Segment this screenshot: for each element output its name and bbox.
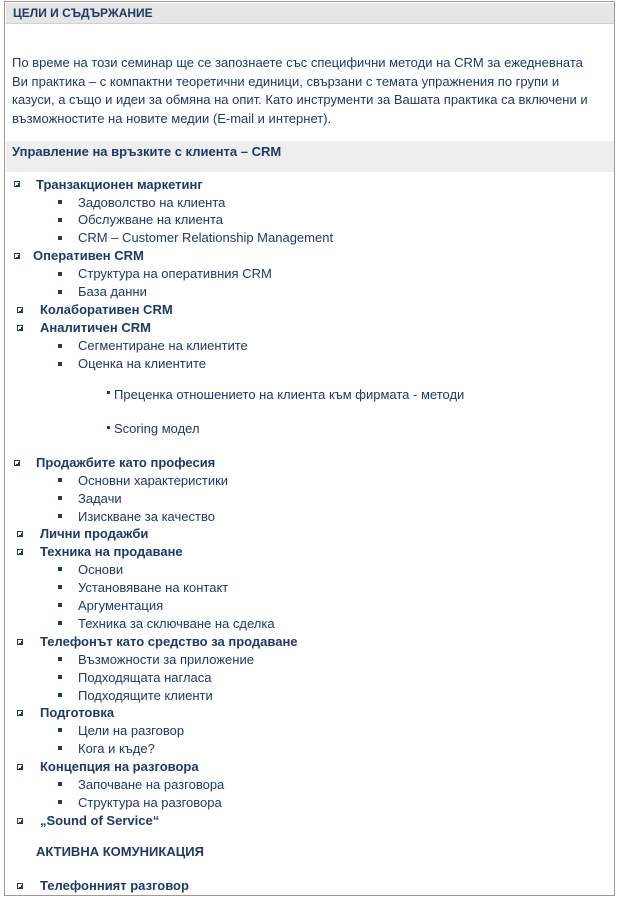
checkbox-bullet-icon [17,710,23,716]
square-bullet-icon [58,567,62,571]
outline-subitem: Задоволство на клиента [78,195,226,210]
outline-item: Концепция на разговора [40,759,199,774]
square-bullet-icon [58,478,62,482]
outline-subitem: Подходящите клиенти [78,688,213,703]
outline-subitem: Изискване за качество [78,509,215,524]
checkbox-bullet-icon [17,549,23,555]
outline-item: Колаборативен CRM [40,302,173,317]
outline-subitem: Структура на оперативния CRM [78,266,272,281]
square-bullet-icon [58,585,62,589]
outline-subitem: Цели на разговор [78,723,185,738]
outline-item: Транзакционен маркетинг [36,177,203,192]
square-bullet-icon [58,728,62,732]
outline-item: Оперативен CRM [33,248,144,263]
outline-subitem: Сегментиране на клиентите [78,338,248,353]
outline-subitem: Основи [78,562,124,577]
outline-item: Телефонът като средство за продаване [40,634,298,649]
outline-subitem: Кога и къде? [78,741,155,756]
small-bullet-icon [107,426,110,429]
outline-subitem: Започване на разговора [78,777,225,792]
outline-subitem: Оценка на клиентите [78,356,207,371]
checkbox-bullet-icon [17,639,23,645]
square-bullet-icon [58,496,62,500]
outline-subitem: Подходящата нагласа [78,670,212,685]
small-bullet-icon [107,391,110,394]
checkbox-bullet-icon [17,818,23,824]
outline-item: Техника на продаване [40,544,183,559]
checkbox-bullet-icon [14,460,20,466]
outline-subsubitem: Преценка отношението на клиента към фирмата - методи [114,387,465,402]
square-bullet-icon [58,621,62,625]
square-bullet-icon [58,200,62,204]
outline-item: Аналитичен CRM [40,320,151,335]
outline-subitem: Структура на разговора [78,795,222,810]
intro-line: Ви практика – с компактни теоретични единици, свързани с темата упражнения по групи и [12,73,560,89]
square-bullet-icon [58,800,62,804]
outline-subitem: Техника за сключване на сделка [78,616,275,631]
outline-subitem: CRM – Customer Relationship Management [78,230,334,245]
checkbox-bullet-icon [14,181,20,187]
outline-subitem: Задачи [78,491,122,506]
square-bullet-icon [58,344,62,348]
square-bullet-icon [58,272,62,276]
square-bullet-icon [58,290,62,294]
square-bullet-icon [58,675,62,679]
checkbox-bullet-icon [17,883,23,889]
outline-subitem: Възможности за приложение [78,652,254,667]
page-title: ЦЕЛИ И СЪДЪРЖАНИЕ [6,3,614,24]
outline-item: Продажбите като професия [36,455,216,470]
checkbox-bullet-icon [17,764,23,770]
outline-subitem: Обслужване на клиента [78,212,223,227]
outline-item: „Sound of Service“ [40,813,160,828]
section-title: Управление на връзките с клиента – CRM [6,141,614,172]
square-bullet-icon [58,362,62,366]
square-bullet-icon [58,657,62,661]
intro-line: По време на този семинар ще се запознаете със специфични методи на CRM за ежедневната [12,55,583,70]
checkbox-bullet-icon [17,531,23,537]
intro-line: възможностите на новите медии (E-mail и интернет). [12,110,332,126]
square-bullet-icon [58,603,62,607]
outline-item: Подготовка [40,705,115,720]
square-bullet-icon [58,236,62,240]
outline-item: Лични продажби [40,526,149,541]
square-bullet-icon [58,782,62,786]
square-bullet-icon [58,746,62,750]
square-bullet-icon [58,514,62,518]
checkbox-bullet-icon [14,253,20,259]
checkbox-bullet-icon [17,307,23,313]
square-bullet-icon [58,218,62,222]
outline-subitem: Установяване на контакт [78,580,229,595]
outline-item: Телефонният разговор [40,878,189,893]
intro-paragraph [12,54,610,128]
square-bullet-icon [58,693,62,697]
outline-subitem: Основни характеристики [78,473,229,488]
checkbox-bullet-icon [17,325,23,331]
section-label: АКТИВНА КОМУНИКАЦИЯ [36,844,204,859]
outline-subitem: База данни [78,284,147,299]
intro-line: казуси, а също и идеи за обмяна на опит. Като инструменти за Вашата практика са включени и [12,92,588,107]
outline-subsubitem: Scoring модел [114,421,200,436]
outline-subitem: Аргументация [78,598,164,613]
